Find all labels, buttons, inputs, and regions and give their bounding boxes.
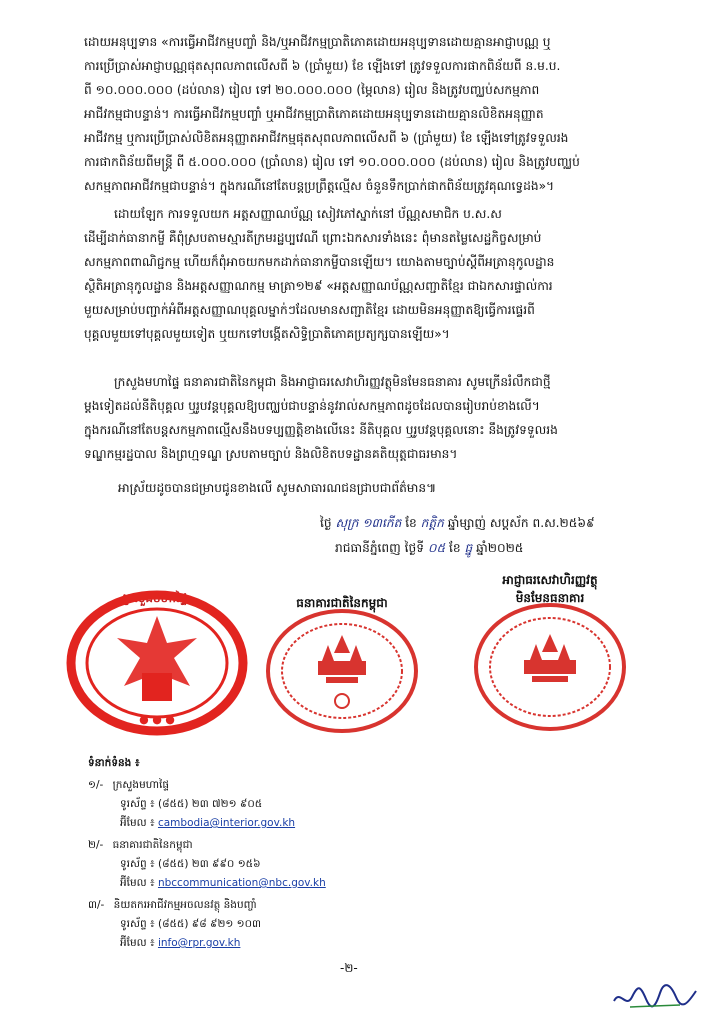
text-line: ក្នុងករណីនៅតែបន្តសកម្មភាពល្មើសនឹងបទប្បញ្ញត្តិខាងលើនេះ នីតិបុគ្គល ឬរូបវន្តបុគ្គលនោះ នឹងត្រូវទទួលរង bbox=[84, 423, 558, 437]
email-label: អ៊ីមែល ៖ bbox=[120, 877, 155, 889]
email-link[interactable]: info@rpr.gov.kh bbox=[157, 937, 241, 949]
handwritten-day: សុក្រ ១៣កើត bbox=[335, 516, 402, 530]
paragraph-reminder bbox=[84, 370, 660, 466]
solar-date bbox=[335, 540, 523, 558]
text-line: ដើម្បីដាក់ធានាកម្ចី គឺពុំស្របតាមស្មារតីក្រមរដ្ឋប្បវេណី ព្រោះឯកសារទាំងនេះ ពុំមានតម្លៃសេដ្ឋកិច្ចសម្រាប់ bbox=[84, 231, 542, 245]
ministry-of-interior-seal bbox=[62, 588, 252, 738]
text-line: ការផាកពិន័យពីមន្ត្រី ពី ៥.០០០.០០០ (ប្រាំលាន) រៀល ទៅ ១០.០០០.០០០ (ដប់លាន) រៀល និងត្រូវបញ្ឈប់ bbox=[84, 155, 580, 169]
phone-number: (៨៥៥) ២៣ ៩៩០ ១៥៦ bbox=[157, 858, 261, 870]
phone-number: (៨៥៥) ៩៨ ៩២១ ១០៣ bbox=[157, 918, 262, 930]
contact-email-3 bbox=[120, 937, 240, 952]
text-line: ការប្រើប្រាស់អាជ្ញាបណ្ណផុតសុពលភាពលើសពី ៦ (ប្រាំមួយ) ខែ ឡើងទៅ ត្រូវទទួលការផាកពិន័យពី ន.ម.ប. bbox=[84, 59, 561, 73]
contact-entry-3 bbox=[88, 899, 257, 914]
text-line: ដោយអនុប្បទាន «ការធ្វើអាជីវកម្មបញ្ចាំ និង/ឬអាជីវកម្មប្រាតិភោគដោយអនុប្បទានដោយគ្មានអាជ្ញាបណ្ណ ឬ bbox=[84, 35, 551, 49]
text-line: មួយសម្រាប់បញ្ជាក់អំពីអត្តសញ្ញាណបុគ្គលម្នាក់ៗដែលមានសញ្ជាតិខ្មែរ ដោយមិនអនុញ្ញាតឱ្យធ្វើការផ្ទេរពី bbox=[84, 303, 535, 317]
contact-org: ធនាគារជាតិនៃកម្ពុជា bbox=[112, 839, 193, 851]
handwritten-month: ធ្នូ bbox=[464, 541, 473, 555]
closing-statement: អាស្រ័យដូចបានជម្រាបជូនខាងលើ សូមសាធារណជនជ្រាបជាព័ត៌មាន៕ bbox=[118, 481, 437, 495]
date-suffix: ឆ្នាំម្សាញ់ សប្តស័ក ព.ស.២៥៦៩ bbox=[447, 516, 595, 530]
text-line: សកម្មភាពអាជីវកម្មជាបន្ទាន់។ ក្នុងករណីនៅតែបន្តប្រព្រឹត្តល្មើស ចំនួនទឹកប្រាក់ផាកពិន័យត្រូវគុណទ្វេដង»។ bbox=[84, 179, 555, 193]
handwritten-initials bbox=[610, 975, 700, 1015]
text-line: ស្ថិតិអត្រានុកូលដ្ឋាន និងអត្តសញ្ញាណកម្ម មាត្រា១២៩ «អត្តសញ្ញាណប័ណ្ណសញ្ជាតិខ្មែរ ជាឯកសារផ្ទាល់ការ bbox=[84, 279, 553, 293]
phone-label: ទូរស័ព្ទ ៖ bbox=[120, 858, 155, 870]
email-label: អ៊ីមែល ៖ bbox=[120, 817, 155, 829]
text-line: ដោយឡែក ការទទួលយក អត្តសញ្ញាណប័ណ្ណ សៀវភៅស្នាក់នៅ ប័ណ្ណសមាជិក ប.ស.ស bbox=[114, 207, 502, 221]
contact-phone-3 bbox=[120, 918, 261, 933]
text-line: ក្រសួងមហាផ្ទៃ ធនាគារជាតិនៃកម្ពុជា និងអាជ្ញាធរសេវាហិរញ្ញវត្ថុមិនមែនធនាគារ សូមក្រើនរំលឹកជាថ្មី bbox=[114, 375, 551, 389]
national-bank-seal bbox=[262, 605, 422, 737]
date-prefix: រាជធានីភ្នំពេញ ថ្ងៃទី bbox=[335, 541, 424, 555]
date-month-prefix: ខែ bbox=[405, 516, 417, 530]
contact-number: ២/- bbox=[88, 839, 104, 851]
nbfsa-seal bbox=[470, 600, 630, 735]
contact-org: និយតករអាជីវកម្មអចលនវត្ថុ និងបញ្ចាំ bbox=[113, 899, 257, 911]
lunar-date bbox=[320, 515, 595, 533]
contacts-heading: ទំនាក់ទំនង ៖ bbox=[88, 757, 140, 769]
email-label: អ៊ីមែល ៖ bbox=[120, 937, 155, 949]
text-line: បុគ្គលមួយទៅបុគ្គលមួយទៀត ឬយកទៅបង្កើតសិទ្ធិប្រាតិភោគប្រត្យក្សបានឡើយ»។ bbox=[84, 327, 450, 341]
seal-title-nbc: ធនាគារជាតិនៃកម្ពុជា bbox=[296, 596, 388, 610]
date-suffix: ឆ្នាំ២០២៥ bbox=[476, 541, 524, 555]
contact-entry-1 bbox=[88, 779, 169, 794]
contact-email-2 bbox=[120, 877, 326, 892]
text-line: សកម្មភាពពាណិជ្ជកម្ម ហើយក៏ពុំអាចយកមកដាក់ធានាកម្ចីបានឡើយ។ យោងតាមច្បាប់ស្តីពីអត្រានុកូលដ្ឋាន bbox=[84, 255, 555, 269]
text-line: អាជីវកម្ម ឬការប្រើប្រាស់លិខិតអនុញ្ញាតអាជីវកម្មផុតសុពលភាពលើសពី ៦ (ប្រាំមួយ) ខែ ឡើងទៅត្រូវទទួលរង bbox=[84, 131, 569, 145]
seal-title-line: អាជ្ញាធរសេវាហិរញ្ញវត្ថុ bbox=[502, 573, 598, 587]
text-line: អាជីវកម្មជាបន្ទាន់។ ការធ្វើអាជីវកម្មបញ្ចាំ ឬអាជីវកម្មប្រាតិភោគដោយអនុប្បទានដោយគ្មានលិខិតអនុញ្ញាត bbox=[84, 107, 544, 121]
seal-title-interior: ក្រសួងមហាផ្ទៃ bbox=[122, 591, 188, 605]
contact-entry-2 bbox=[88, 839, 193, 854]
date-prefix: ថ្ងៃ bbox=[320, 516, 332, 530]
contact-phone-1 bbox=[120, 798, 262, 813]
phone-label: ទូរស័ព្ទ ៖ bbox=[120, 798, 155, 810]
date-month-prefix: ខែ bbox=[449, 541, 461, 555]
paragraph-penalties bbox=[84, 30, 660, 198]
phone-label: ទូរស័ព្ទ ៖ bbox=[120, 918, 155, 930]
phone-number: (៨៥៥) ២៣ ៧២១ ៩០៥ bbox=[157, 798, 263, 810]
text-line: ទណ្ឌកម្មរដ្ឋបាល និងព្រហ្មទណ្ឌ ស្របតាមច្បាប់ និងលិខិតបទដ្ឋានគតិយុត្តជាធរមាន។ bbox=[84, 447, 458, 461]
page-number: -២- bbox=[340, 961, 358, 975]
handwritten-day: ០៥ bbox=[427, 541, 446, 555]
text-line: ម្តងទៀតដល់នីតិបុគ្គល ឬរូបវន្តបុគ្គលឱ្យបញ្ឈប់ជាបន្ទាន់នូវរាល់សកម្មភាពដូចដែលបានរៀបរាប់ខាងលើ។ bbox=[84, 399, 540, 413]
text-line: ពី ១០.០០០.០០០ (ដប់លាន) រៀល ទៅ ២០.០០០.០០០ (ម្ភៃលាន) រៀល និងត្រូវបញ្ឈប់សកម្មភាព bbox=[84, 83, 540, 97]
contact-org: ក្រសួងមហាផ្ទៃ bbox=[112, 779, 170, 791]
contact-phone-2 bbox=[120, 858, 261, 873]
contact-number: ១/- bbox=[88, 779, 104, 791]
handwritten-month: កត្តិក bbox=[420, 516, 444, 530]
email-link[interactable]: nbccommunication@nbc.gov.kh bbox=[157, 877, 326, 889]
contact-number: ៣/- bbox=[88, 899, 105, 911]
contact-email-1 bbox=[120, 817, 295, 832]
svg-text:● ● ●: ● ● ● bbox=[139, 713, 175, 726]
seal-title-line: មិនមែនធនាគារ bbox=[515, 591, 585, 605]
paragraph-identity-documents bbox=[84, 202, 660, 346]
email-link[interactable]: cambodia@interior.gov.kh bbox=[157, 817, 296, 829]
